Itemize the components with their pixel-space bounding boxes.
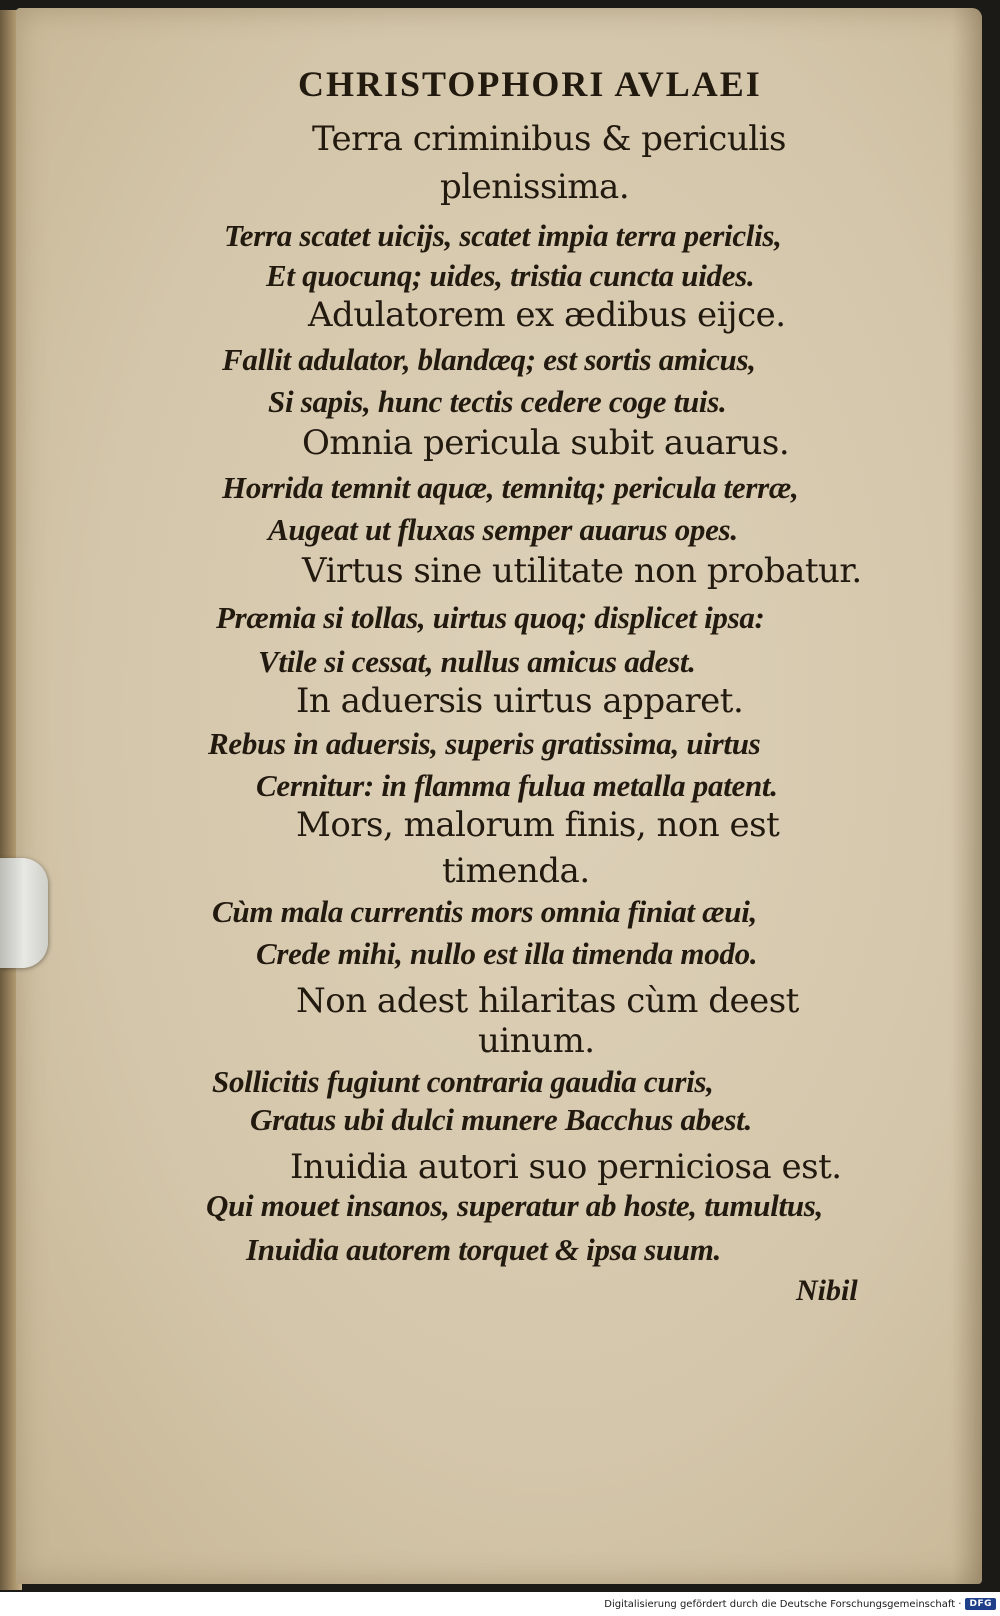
entry-7-verse-line-1: Sollicitis fugiunt contraria gaudia curis,: [212, 1064, 714, 1099]
entry-3-verse-line-2: Augeat ut fluxas semper auarus opes.: [268, 512, 738, 547]
catchword: Nibil: [796, 1274, 858, 1307]
entry-2-verse-line-2: Si sapis, hunc tectis cedere coge tuis.: [268, 384, 727, 419]
entry-2-verse-line-1: Fallit adulator, blandæq; est sortis amicus,: [222, 342, 756, 377]
entry-4-verse-line-1: Præmia si tollas, uirtus quoq; displicet ipsa:: [216, 600, 765, 635]
entry-8-verse-line-2: Inuidia autorem torquet & ipsa suum.: [246, 1232, 721, 1267]
entry-6-verse-line-2: Crede mihi, nullo est illa timenda modo.: [256, 936, 758, 971]
entry-7-verse-line-2: Gratus ubi dulci munere Bacchus abest.: [250, 1102, 752, 1137]
entry-3-verse-line-1: Horrida temnit aquæ, temnitq; pericula terræ,: [222, 470, 799, 505]
entry-6-heading-line-2: timenda.: [442, 851, 590, 891]
entry-6-verse-line-1: Cùm mala currentis mors omnia finiat æui,: [212, 894, 757, 929]
running-head: CHRISTOPHORI AVLAEI: [298, 64, 762, 104]
entry-2-heading: Adulatorem ex ædibus eijce.: [308, 295, 786, 335]
entry-4-heading: Virtus sine utilitate non probatur.: [302, 551, 862, 591]
entry-5-verse-line-2: Cernitur: in flamma fulua metalla patent.: [256, 768, 778, 803]
page-clip: [0, 858, 48, 968]
entry-4-verse-line-2: Vtile si cessat, nullus amicus adest.: [258, 644, 696, 679]
entry-8-verse-line-1: Qui mouet insanos, superatur ab hoste, tumultus,: [206, 1188, 823, 1223]
book-page: [16, 8, 982, 1584]
entry-8-heading: Inuidia autori suo perniciosa est.: [290, 1147, 842, 1187]
page-gutter-shadow: [952, 8, 982, 1584]
entry-7-heading-line-2: uinum.: [478, 1021, 595, 1061]
credit-text: Digitalisierung gefördert durch die Deutsche Forschungsgemeinschaft ·: [604, 1598, 962, 1610]
entry-5-verse-line-1: Rebus in aduersis, superis gratissima, uirtus: [208, 726, 761, 761]
entry-3-heading: Omnia pericula subit auarus.: [302, 423, 790, 463]
dfg-logo: DFG: [965, 1598, 996, 1610]
entry-6-heading-line-1: Mors, malorum finis, non est: [296, 805, 780, 845]
entry-1-heading-line-2: plenissima.: [440, 167, 630, 207]
entry-1-verse-line-2: Et quocunq; uides, tristia cuncta uides.: [266, 258, 755, 293]
entry-7-heading-line-1: Non adest hilaritas cùm deest: [296, 981, 799, 1021]
entry-1-heading-line-1: Terra criminibus & periculis: [312, 119, 786, 159]
entry-1-verse-line-1: Terra scatet uicijs, scatet impia terra periclis,: [224, 218, 782, 253]
digitization-credit: [604, 1596, 996, 1612]
entry-5-heading: In aduersis uirtus apparet.: [296, 681, 744, 721]
